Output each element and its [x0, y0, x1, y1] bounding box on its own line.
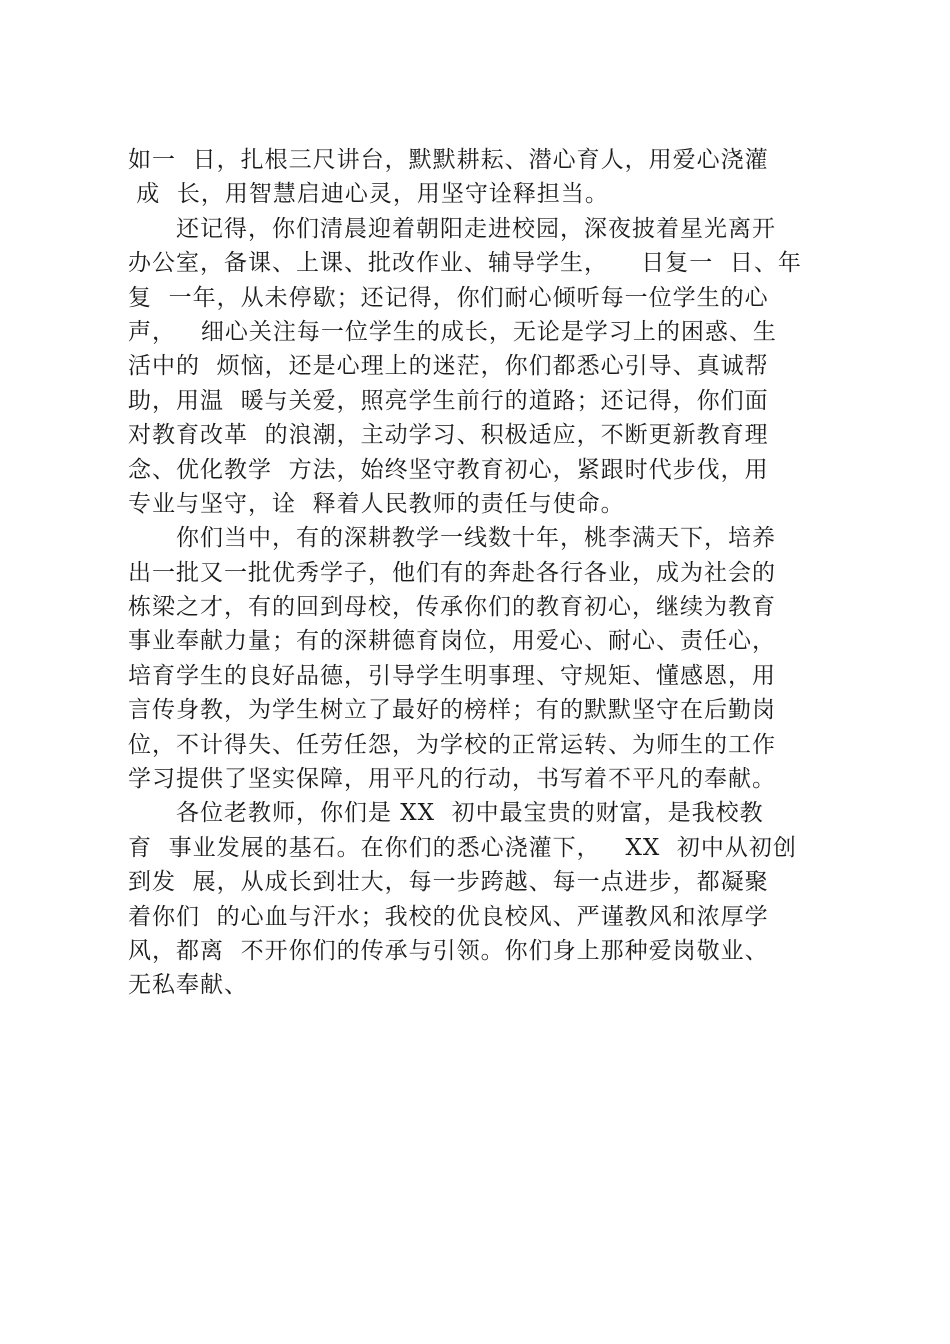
text-line: 成 长，用智慧启迪心灵，用坚守诠释担当。: [128, 181, 609, 208]
text-line: 言传身教，为学生树立了最好的榜样；有的默默坚守在后勤岗: [128, 697, 776, 724]
document-body: [128, 143, 828, 1003]
text-line: 办公室，备课、上课、批改作业、辅导学生， 日复一 日、年: [128, 250, 802, 277]
text-line: 位，不计得失、任劳任怨，为学校的正常运转、为师生的工作: [128, 731, 776, 758]
text-line: 无私奉献、: [128, 972, 248, 999]
paragraph-first-line: 你们当中，有的深耕教学一线数十年，桃李满天下，培养: [176, 525, 776, 552]
text-line: 出一批又一批优秀学子，他们有的奔赴各行各业，成为社会的: [128, 559, 776, 586]
text-line: 培育学生的良好品德，引导学生明事理、守规矩、懂感恩，用: [128, 662, 776, 689]
paragraph-first-line: 各位老教师，你们是 XX 初中最宝贵的财富，是我校教: [176, 800, 764, 827]
text-line: 如一 日，扎根三尺讲台，默默耕耘、潜心育人，用爱心浇灌: [128, 147, 769, 173]
text-line: 活中的 烦恼，还是心理上的迷茫，你们都悉心引导、真诚帮: [128, 353, 769, 380]
text-line: 育 事业发展的基石。在你们的悉心浇灌下， XX 初中从初创: [128, 834, 797, 861]
text-line: 念、优化教学 方法，始终坚守教育初心，紧跟时代步伐，用: [128, 456, 769, 483]
text-line: 学习提供了坚实保障，用平凡的行动，书写着不平凡的奉献。: [128, 766, 776, 793]
text-line: 对教育改革 的浪潮，主动学习、积极适应，不断更新教育理: [128, 422, 769, 449]
text-line: 着你们 的心血与汗水；我校的优良校风、严谨教风和浓厚学: [128, 903, 769, 930]
text-line: 专业与坚守，诠 释着人民教师的责任与使命。: [128, 490, 625, 517]
text-line: 声， 细心关注每一位学生的成长，无论是学习上的困惑、生: [128, 318, 777, 345]
text-line: 风，都离 不开你们的传承与引领。你们身上那种爱岗敬业、: [128, 937, 769, 964]
text-line: 复 一年，从未停歇；还记得，你们耐心倾听每一位学生的心: [128, 284, 769, 311]
text-line: 助，用温 暖与关爱，照亮学生前行的道路；还记得，你们面: [128, 387, 769, 414]
text-line: 栋梁之才，有的回到母校，传承你们的教育初心，继续为教育: [128, 594, 776, 621]
text-line: 事业奉献力量；有的深耕德育岗位，用爱心、耐心、责任心，: [128, 628, 776, 655]
paragraph-first-line: 还记得，你们清晨迎着朝阳走进校园，深夜披着星光离开: [176, 215, 776, 242]
text-line: 到发 展，从成长到壮大，每一步跨越、每一点进步，都凝聚: [128, 869, 769, 896]
